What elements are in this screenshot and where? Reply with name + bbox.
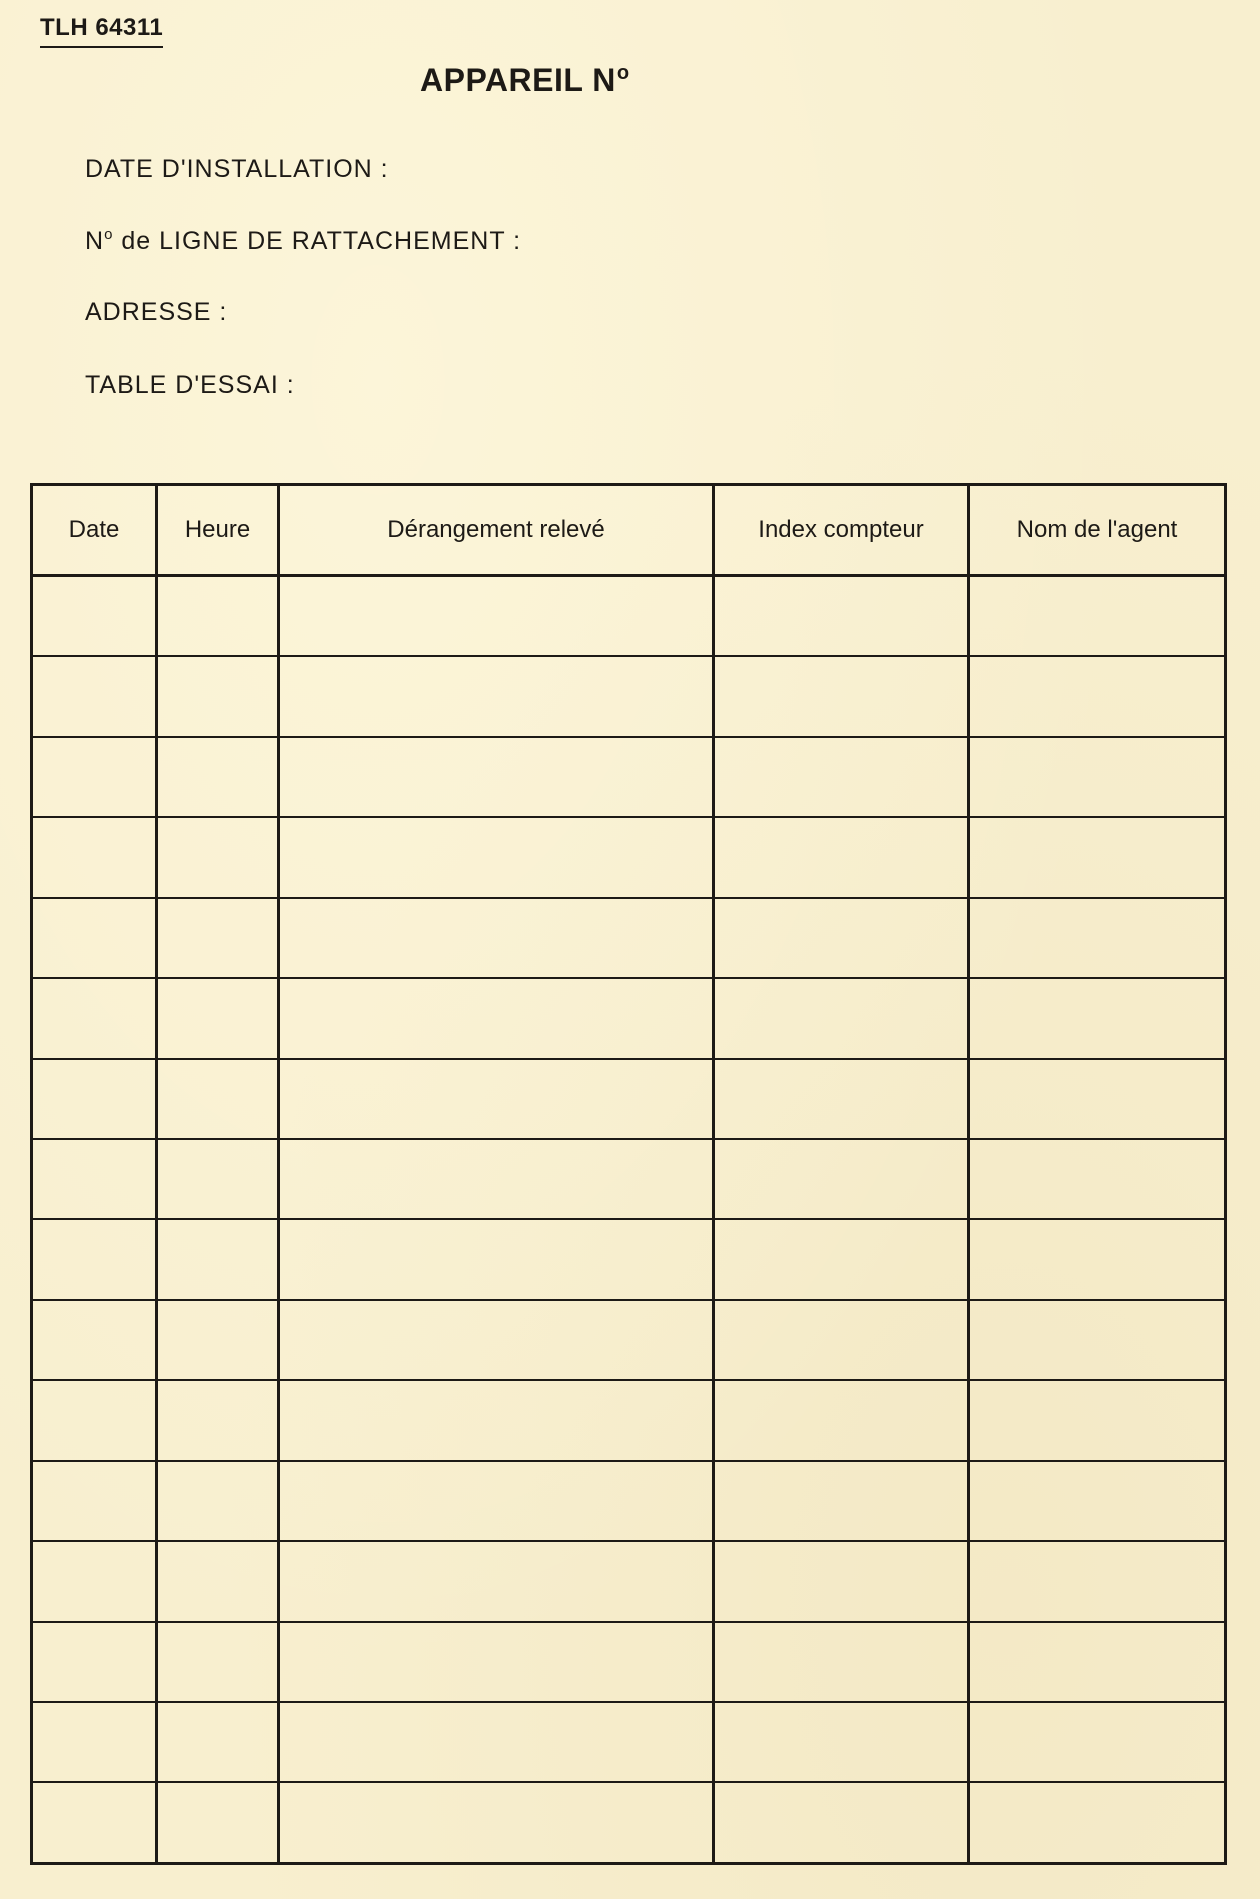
date-cell (32, 737, 157, 817)
time-cell (157, 817, 279, 897)
date-cell (32, 978, 157, 1058)
fault-cell (279, 1219, 714, 1299)
time-cell (157, 1219, 279, 1299)
table-row (32, 576, 1226, 657)
date-cell (32, 576, 157, 657)
agent-name-cell (969, 1300, 1226, 1380)
table-row (32, 1541, 1226, 1621)
column-header-meter-index: Index compteur (714, 485, 969, 576)
table-row (32, 1622, 1226, 1702)
fault-cell (279, 1622, 714, 1702)
agent-name-cell (969, 978, 1226, 1058)
fault-cell (279, 898, 714, 978)
meter-index-cell (714, 817, 969, 897)
time-cell (157, 1059, 279, 1139)
agent-name-cell (969, 1541, 1226, 1621)
fault-cell (279, 817, 714, 897)
agent-name-cell (969, 1782, 1226, 1863)
date-cell (32, 898, 157, 978)
time-cell (157, 737, 279, 817)
time-cell (157, 1782, 279, 1863)
table-row (32, 1461, 1226, 1541)
time-cell (157, 656, 279, 736)
page-title (420, 62, 630, 99)
agent-name-cell (969, 656, 1226, 736)
time-cell (157, 1300, 279, 1380)
line-number-rest: de LIGNE DE RATTACHEMENT : (113, 227, 522, 255)
table-row (32, 1380, 1226, 1460)
line-number-label (85, 226, 521, 256)
fault-cell (279, 737, 714, 817)
date-cell (32, 1702, 157, 1782)
agent-name-cell (969, 1219, 1226, 1299)
fault-cell (279, 978, 714, 1058)
fault-cell (279, 1541, 714, 1621)
meter-index-cell (714, 1702, 969, 1782)
date-cell (32, 656, 157, 736)
fault-cell (279, 1702, 714, 1782)
fault-cell (279, 1380, 714, 1460)
title-text: APPAREIL N (420, 62, 616, 98)
title-superscript: o (616, 62, 630, 84)
date-cell (32, 1622, 157, 1702)
column-header-agent-name: Nom de l'agent (969, 485, 1226, 576)
time-cell (157, 1461, 279, 1541)
column-header-time: Heure (157, 485, 279, 576)
meter-index-cell (714, 1059, 969, 1139)
table-row (32, 1300, 1226, 1380)
address-label: ADRESSE : (85, 298, 228, 326)
time-cell (157, 978, 279, 1058)
table-row (32, 817, 1226, 897)
table-row (32, 656, 1226, 736)
agent-name-cell (969, 1380, 1226, 1460)
fault-cell (279, 576, 714, 657)
table-row (32, 1059, 1226, 1139)
meter-index-cell (714, 1300, 969, 1380)
meter-index-cell (714, 1782, 969, 1863)
column-header-fault: Dérangement relevé (279, 485, 714, 576)
meter-index-cell (714, 898, 969, 978)
table-row (32, 1139, 1226, 1219)
column-header-date: Date (32, 485, 157, 576)
agent-name-cell (969, 1622, 1226, 1702)
time-cell (157, 1139, 279, 1219)
table-header-row (32, 485, 1226, 576)
date-cell (32, 1300, 157, 1380)
table-body (32, 576, 1226, 1864)
date-cell (32, 1541, 157, 1621)
agent-name-cell (969, 898, 1226, 978)
fault-cell (279, 1461, 714, 1541)
meter-index-cell (714, 1139, 969, 1219)
agent-name-cell (969, 817, 1226, 897)
time-cell (157, 1541, 279, 1621)
fault-cell (279, 1782, 714, 1863)
time-cell (157, 1702, 279, 1782)
meter-index-cell (714, 576, 969, 657)
meter-index-cell (714, 978, 969, 1058)
time-cell (157, 1622, 279, 1702)
table-row (32, 1702, 1226, 1782)
installation-date-label: DATE D'INSTALLATION : (85, 155, 389, 183)
table-row (32, 1219, 1226, 1299)
log-table (30, 483, 1227, 1865)
agent-name-cell (969, 1059, 1226, 1139)
table-row (32, 737, 1226, 817)
date-cell (32, 1059, 157, 1139)
meter-index-cell (714, 1380, 969, 1460)
meter-index-cell (714, 1461, 969, 1541)
time-cell (157, 576, 279, 657)
date-cell (32, 1461, 157, 1541)
form-code: TLH 64311 (40, 14, 163, 48)
meter-index-cell (714, 1541, 969, 1621)
date-cell (32, 817, 157, 897)
fault-cell (279, 656, 714, 736)
table-row (32, 898, 1226, 978)
line-number-prefix: N (85, 227, 105, 255)
fault-cell (279, 1139, 714, 1219)
date-cell (32, 1219, 157, 1299)
agent-name-cell (969, 1461, 1226, 1541)
table-row (32, 978, 1226, 1058)
agent-name-cell (969, 576, 1226, 657)
agent-name-cell (969, 1702, 1226, 1782)
fault-cell (279, 1300, 714, 1380)
fault-cell (279, 1059, 714, 1139)
meter-index-cell (714, 1219, 969, 1299)
date-cell (32, 1380, 157, 1460)
date-cell (32, 1139, 157, 1219)
table-row (32, 1782, 1226, 1863)
test-table-label: TABLE D'ESSAI : (85, 371, 295, 399)
meter-index-cell (714, 737, 969, 817)
time-cell (157, 898, 279, 978)
agent-name-cell (969, 737, 1226, 817)
meter-index-cell (714, 1622, 969, 1702)
meter-index-cell (714, 656, 969, 736)
time-cell (157, 1380, 279, 1460)
line-number-superscript: o (104, 226, 114, 243)
agent-name-cell (969, 1139, 1226, 1219)
date-cell (32, 1782, 157, 1863)
